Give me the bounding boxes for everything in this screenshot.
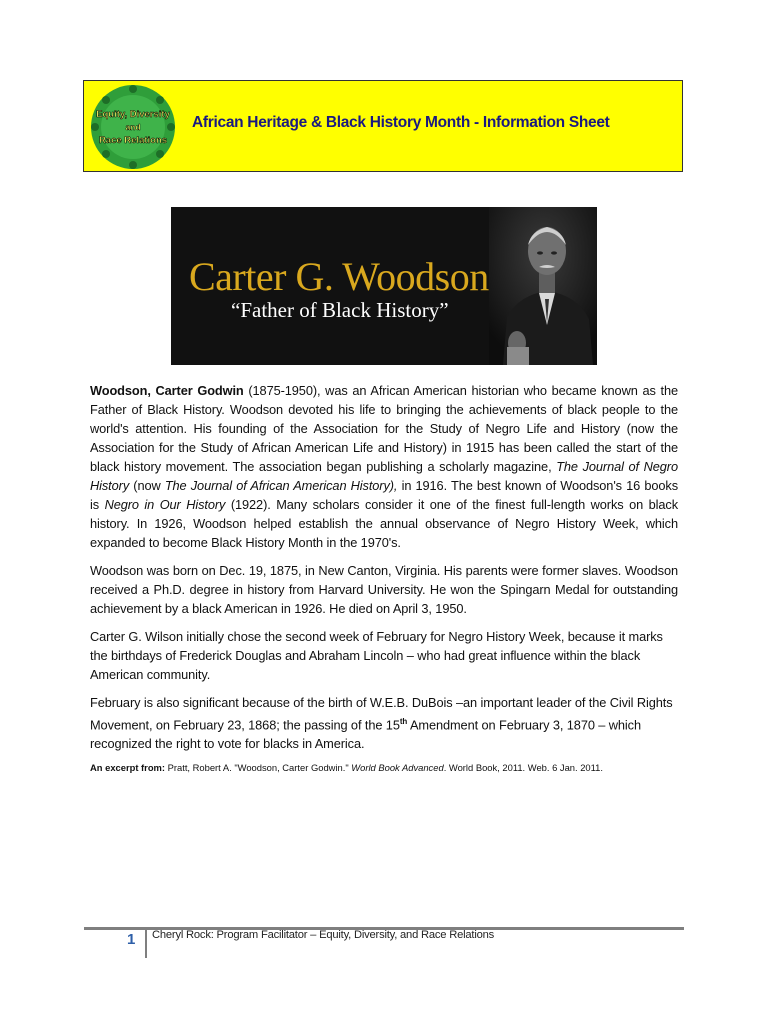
banner-subtitle: “Father of Black History”	[231, 298, 449, 322]
text-span: (1875-1950), was an African American historian who became known as the Father of Black History. Woodson devoted his life to bringing the achievements of black people to the world's attention. His founding of the Association for the Study of Negro Life and History (now the Association for the Study of African American Life and History) in 1915 has been called the start of the black history movement. The association began publishing a scholarly magazine,	[90, 383, 678, 474]
italic-title: The Journal of Negro History	[90, 459, 678, 493]
citation	[90, 762, 678, 774]
portrait-image	[489, 207, 597, 365]
text-span: Pratt, Robert A. "Woodson, Carter Godwin."	[165, 762, 352, 774]
article-body	[90, 381, 678, 774]
footer-text: Cheryl Rock: Program Facilitator – Equity, Diversity, and Race Relations	[152, 929, 495, 941]
citation-label: An excerpt from:	[90, 762, 166, 774]
italic-title: The Journal of African American History),	[164, 478, 398, 493]
logo-text-line2: and	[125, 122, 141, 132]
logo-text-line1: Equity, Diversity	[96, 109, 170, 120]
text-span: (1922). Many scholars consider it one of the finest full-length works on black history. In 1926, Woodson helped establish the annual observance of Negro History Week, which expanded to become Black History Month in the 1970's.	[90, 497, 678, 550]
paragraph-february	[90, 693, 678, 753]
subject-name: Woodson, Carter Godwin	[90, 383, 244, 398]
italic-title: Negro in Our History	[104, 497, 226, 512]
text-span: Amendment on February 3, 1870 – which recognized the right to vote for blacks in America.	[90, 717, 641, 752]
equity-diversity-logo	[90, 84, 176, 170]
italic-title: World Book Advanced	[351, 762, 444, 774]
footer-divider	[145, 928, 147, 958]
banner-image	[171, 207, 597, 365]
page-number: 1	[127, 931, 136, 948]
page-title: African Heritage & Black History Month - Information Sheet	[192, 114, 610, 131]
superscript: th	[399, 717, 408, 726]
header-box	[83, 80, 683, 172]
banner-title: Carter G. Woodson	[189, 254, 489, 299]
logo-text-line3: Race Relations	[98, 135, 168, 146]
text-span: in 1916. The best known of Woodson's 16 books is	[90, 478, 679, 512]
text-span: (now	[129, 478, 165, 493]
text-span: February is also significant because of the birth of W.E.B. DuBois –an important leader of the Civil Rights Movement, on February 23, 1868; the passing of the 15	[90, 695, 673, 733]
paragraph-biography: Woodson was born on Dec. 19, 1875, in New Canton, Virginia. His parents were former slaves. Woodson received a Ph.D. degree in history from Harvard University. He won the Spingarn Medal for outstanding achievement by a black American in 1926. He died on April 3, 1950.	[90, 563, 678, 616]
paragraph-negro-history-week: Carter G. Wilson initially chose the second week of February for Negro History Week, because it marks the birthdays of Frederick Douglas and Abraham Lincoln – who had great influence within the black American community.	[90, 629, 663, 682]
paragraph-intro	[90, 381, 678, 552]
text-span: . World Book, 2011. Web. 6 Jan. 2011.	[443, 762, 603, 774]
